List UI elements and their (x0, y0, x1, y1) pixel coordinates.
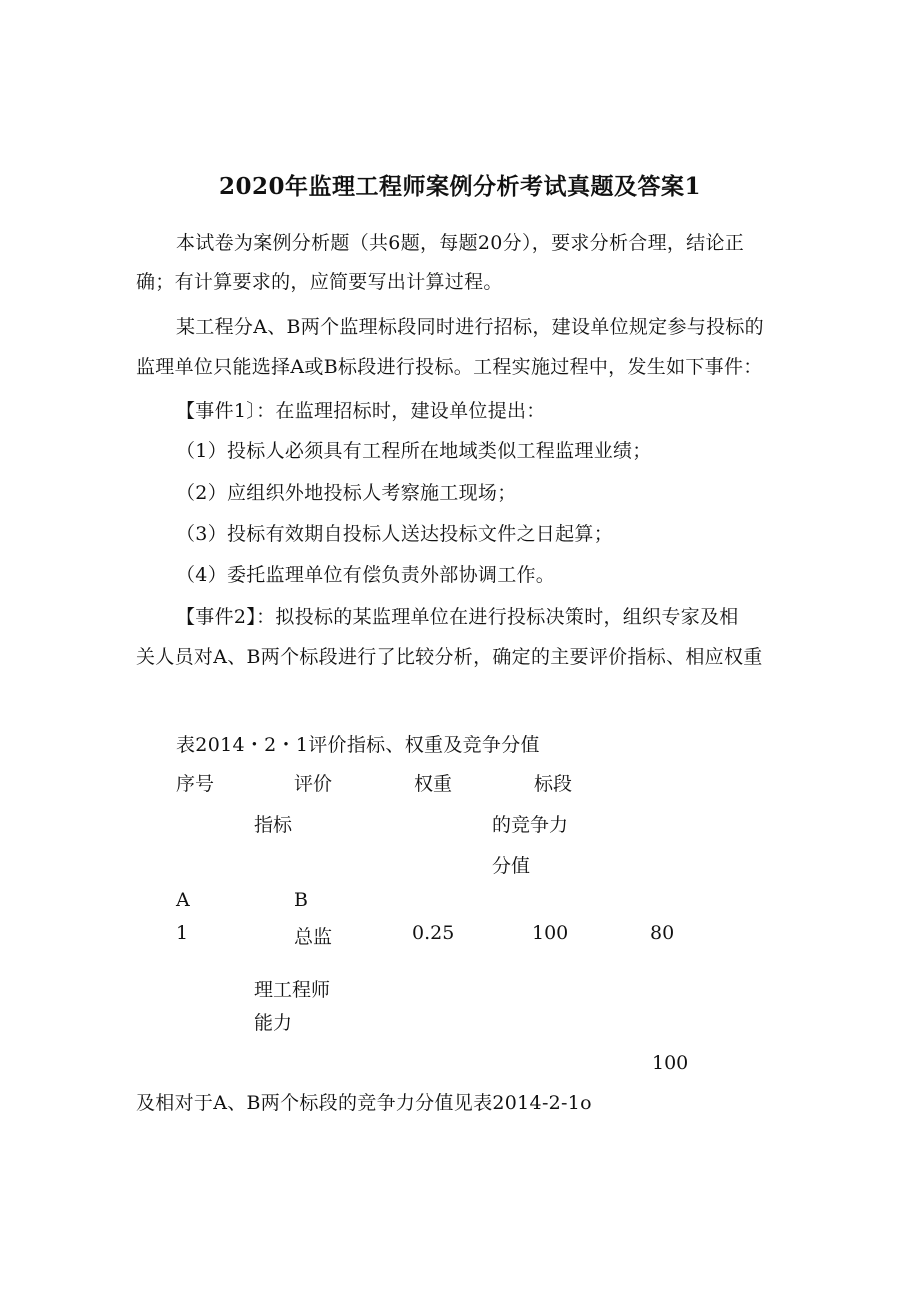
table-row1-seq: 1 (176, 922, 189, 944)
paragraph-intro-line2: 确；有计算要求的，应简要写出计算过程。 (136, 271, 503, 293)
event2-line2: 关人员对A、B两个标段进行了比较分析，确定的主要评价指标、相应权重 (136, 646, 763, 668)
table-header-weight: 权重 (414, 773, 453, 795)
document-title: 2020年监理工程师案例分析考试真题及答案1 (218, 173, 702, 200)
event1-item-1: （1）投标人必须具有工程所在地域类似工程监理业绩； (176, 440, 652, 462)
table-row1-a: 100 (532, 922, 569, 944)
paragraph-intro-line1: 本试卷为案例分析题（共6题，每题20分），要求分析合理，结论正 (176, 232, 745, 254)
event1-item-4: （4）委托监理单位有偿负责外部协调工作。 (176, 564, 556, 586)
event1-item-3: （3）投标有效期自投标人送达投标文件之日起算； (176, 523, 613, 545)
event1-item-2: （2）应组织外地投标人考察施工现场； (176, 482, 517, 504)
table-header-seq: 序号 (176, 773, 215, 795)
table-header-score-cont: 的竞争力 (492, 814, 569, 836)
paragraph-project-line1: 某工程分A、B两个监理标段同时进行招标，建设单位规定参与投标的 (176, 316, 764, 338)
table-stray-value: 100 (652, 1052, 689, 1074)
table-row1-indicator-cont: 理工程师 (254, 979, 331, 1001)
table-row1-b: 80 (650, 922, 675, 944)
table-caption: 表2014・2・1评价指标、权重及竞争分值 (176, 734, 540, 756)
event1-heading: 【事件1〕：在监理招标时，建设单位提出： (176, 400, 546, 422)
table-header-indicator: 评价 (294, 773, 333, 795)
table-header-score: 标段 (534, 773, 573, 795)
table-header-col-b: B (294, 889, 308, 911)
table-row1-indicator-cont2: 能力 (254, 1012, 293, 1034)
event2-line1: 【事件2】：拟投标的某监理单位在进行投标决策时，组织专家及相 (176, 606, 739, 628)
table-header-indicator-cont: 指标 (254, 814, 293, 836)
closing-line: 及相对于A、B两个标段的竞争力分值见表2014-2-1o (136, 1092, 592, 1114)
table-row1-weight: 0.25 (412, 922, 455, 944)
paragraph-project-line2: 监理单位只能选择A或B标段进行投标。工程实施过程中，发生如下事件： (136, 356, 763, 378)
table-header-score-cont2: 分值 (492, 855, 531, 877)
table-header-col-a: A (176, 889, 190, 911)
table-row1-indicator: 总监 (294, 926, 333, 948)
